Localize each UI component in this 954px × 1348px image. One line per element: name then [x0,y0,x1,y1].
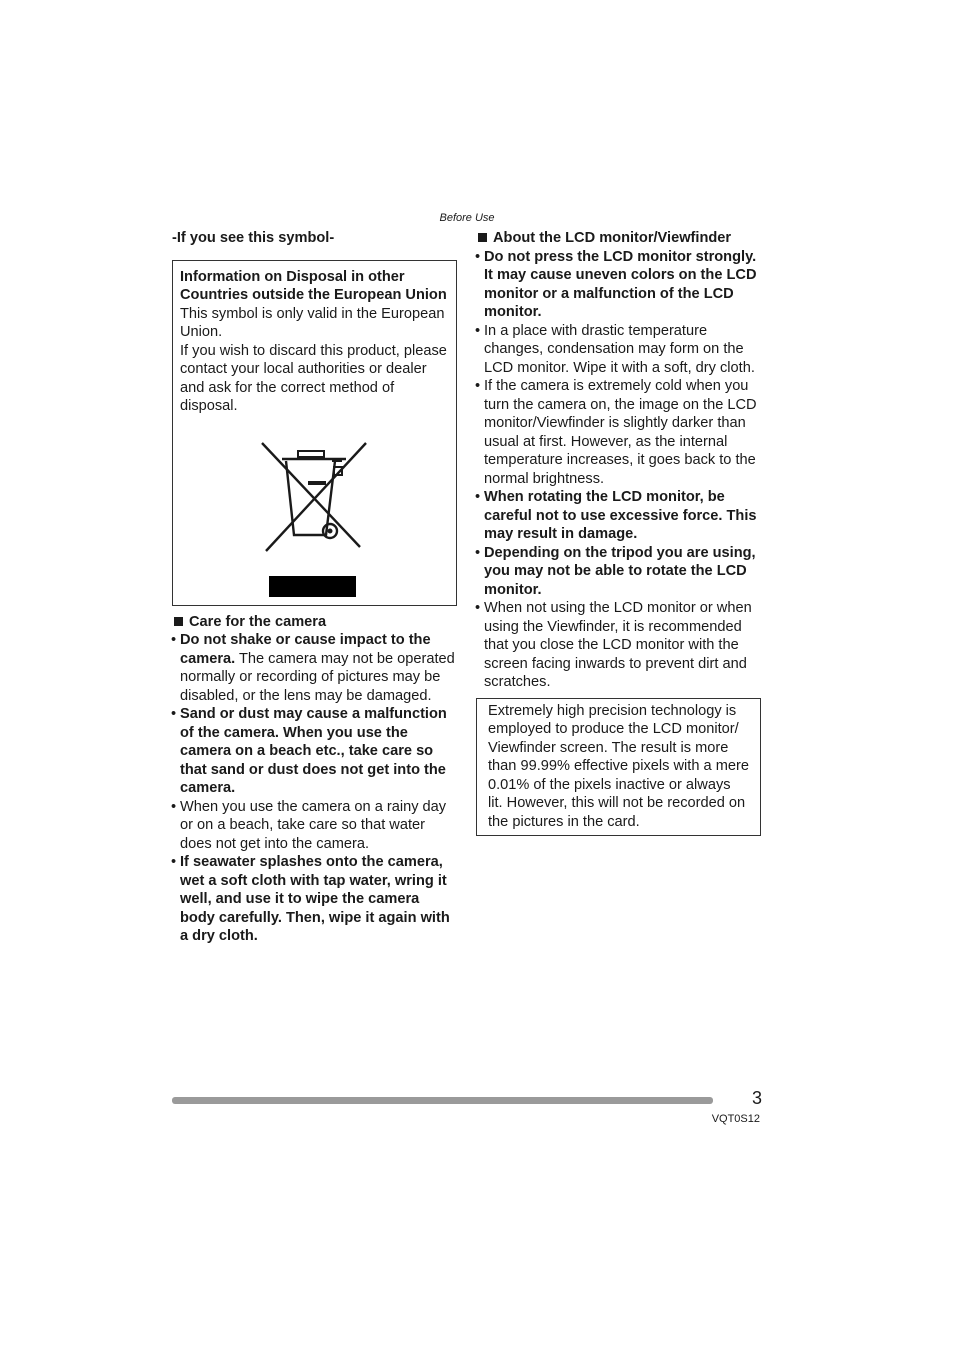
list-item: • If seawater splashes onto the camera, wet a soft cloth with tap water, wring it well, and use it to wipe the camera body carefully. Then, wipe it again with a dry cloth. [172,853,458,946]
disposal-title: Information on Disposal in other Countries outside the European Union [180,268,447,303]
disposal-paragraph-1: This symbol is only valid in the European Union. [180,305,445,340]
list-item: • In a place with drastic temperature changes, condensation may form on the LCD monitor. Wipe it with a soft, dry cloth. [476,322,762,378]
lcd-section-heading: About the LCD monitor/Viewfinder [476,229,762,248]
disposal-info-box [172,260,457,606]
list-item: • When you use the camera on a rainy day or on a beach, take care so that water does not get into the camera. [172,798,458,854]
care-list [172,631,458,946]
page-number: 3 [751,1088,762,1108]
running-header: Before Use [439,212,495,224]
crossed-out-wheelie-bin-icon [260,441,368,553]
disposal-paragraph-2: If you wish to discard this product, please contact your local authorities or dealer and ask for the correct method of disposal. [180,342,447,414]
list-item: • Sand or dust may cause a malfunction of the camera. When you use the camera on a beach etc., take care so that sand or dust does not get into the camera. [172,705,458,798]
document-code: VQT0S12 [711,1113,760,1125]
list-item: • If the camera is extremely cold when you turn the camera on, the image on the LCD monitor/Viewfinder is slightly darker than usual at first. However, as the internal temperature increases, it goes back to the normal brightness. [476,377,762,488]
square-bullet-icon [174,617,183,626]
symbol-title: -If you see this symbol- [172,230,335,246]
black-bar [269,576,356,597]
lcd-precision-note: Extremely high precision technology is employed to produce the LCD monitor/ Viewfinder screen. The result is more than 99.99% effective pixels with a mere 0.01% of the pixels inactive or always lit. However, this will not be recorded on the pictures in the card. [488,702,749,830]
right-column [476,229,762,836]
lcd-list [476,248,762,692]
lcd-precision-note-box [476,698,761,837]
footer-bar [172,1097,713,1104]
list-item: • Do not shake or cause impact to the camera. The camera may not be operated normally or recording of pictures may be disabled, or the lens may be damaged. [172,631,458,705]
list-item: • When not using the LCD monitor or when using the Viewfinder, it is recommended that you close the LCD monitor with the screen facing inwards to prevent dirt and scratches. [476,599,762,692]
list-item: • Do not press the LCD monitor strongly. It may cause uneven colors on the LCD monitor or a malfunction of the LCD monitor. [476,248,762,322]
square-bullet-icon [478,233,487,242]
left-column [172,229,458,946]
list-item: • Depending on the tripod you are using, you may not be able to rotate the LCD monitor. [476,544,762,600]
list-item: • When rotating the LCD monitor, be careful not to use excessive force. This may result in damage. [476,488,762,544]
care-section-heading: Care for the camera [172,613,458,632]
